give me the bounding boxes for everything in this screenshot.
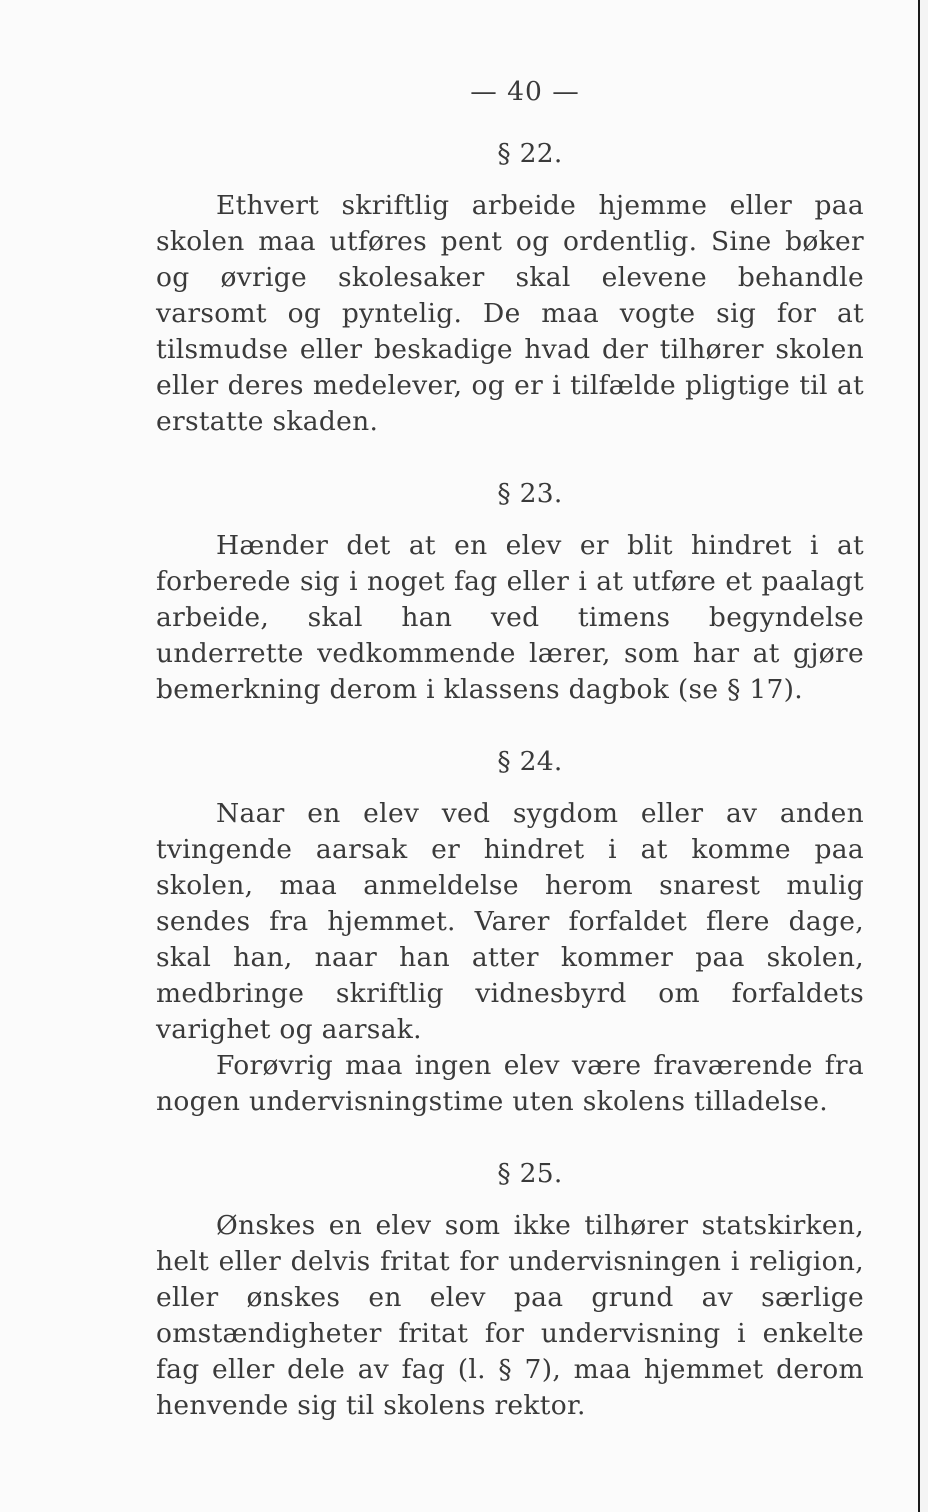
section-heading: § 23. — [497, 478, 563, 509]
section-25 — [156, 1156, 864, 1424]
section-24 — [156, 744, 864, 1120]
section-heading: § 24. — [497, 746, 563, 777]
section-23 — [156, 476, 864, 708]
page-number: — 40 — — [470, 76, 580, 107]
section-paragraph: Forøvrig maa ingen elev være fraværende fra nogen undervisningstime uten skolens tilladelse. — [156, 1050, 864, 1117]
section-paragraph: Naar en elev ved sygdom eller av anden tvingende aarsak er hindret i at komme paa skolen, maa anmeldelse herom snarest mulig sendes fra hjemmet. Varer forfaldet flere dage, skal han, naar han atter kommer paa skolen, medbringe skriftlig vidnesbyrd om forfaldets varighet og aarsak. — [156, 798, 864, 1045]
section-paragraph: Ethvert skriftlig arbeide hjemme eller paa skolen maa utføres pent og ordentlig. Sine bøker og øvrige skolesaker skal elevene behandle varsomt og pyntelig. De maa vogte sig for at tilsmudse eller beskadige hvad der tilhører skolen eller deres medelever, og er i tilfælde pligtige til at erstatte skaden. — [156, 190, 864, 437]
section-heading: § 25. — [497, 1158, 563, 1189]
section-paragraph: Hænder det at en elev er blit hindret i at forberede sig i noget fag eller i at utføre et paalagt arbeide, skal han ved timens begyndelse underrette vedkommende lærer, som har at gjøre bemerkning derom i klassens dagbok (se § 17). — [156, 530, 864, 705]
section-heading: § 22. — [497, 138, 563, 169]
page-text-column — [156, 74, 864, 1460]
section-paragraph: Ønskes en elev som ikke tilhører statskirken, helt eller delvis fritat for undervisningen i religion, eller ønskes en elev paa grund av særlige omstændigheter fritat for undervisning i enkelte fag eller dele av fag (l. § 7), maa hjemmet derom henvende sig til skolens rektor. — [156, 1210, 864, 1421]
section-22 — [156, 136, 864, 440]
scan-edge — [920, 0, 928, 1512]
